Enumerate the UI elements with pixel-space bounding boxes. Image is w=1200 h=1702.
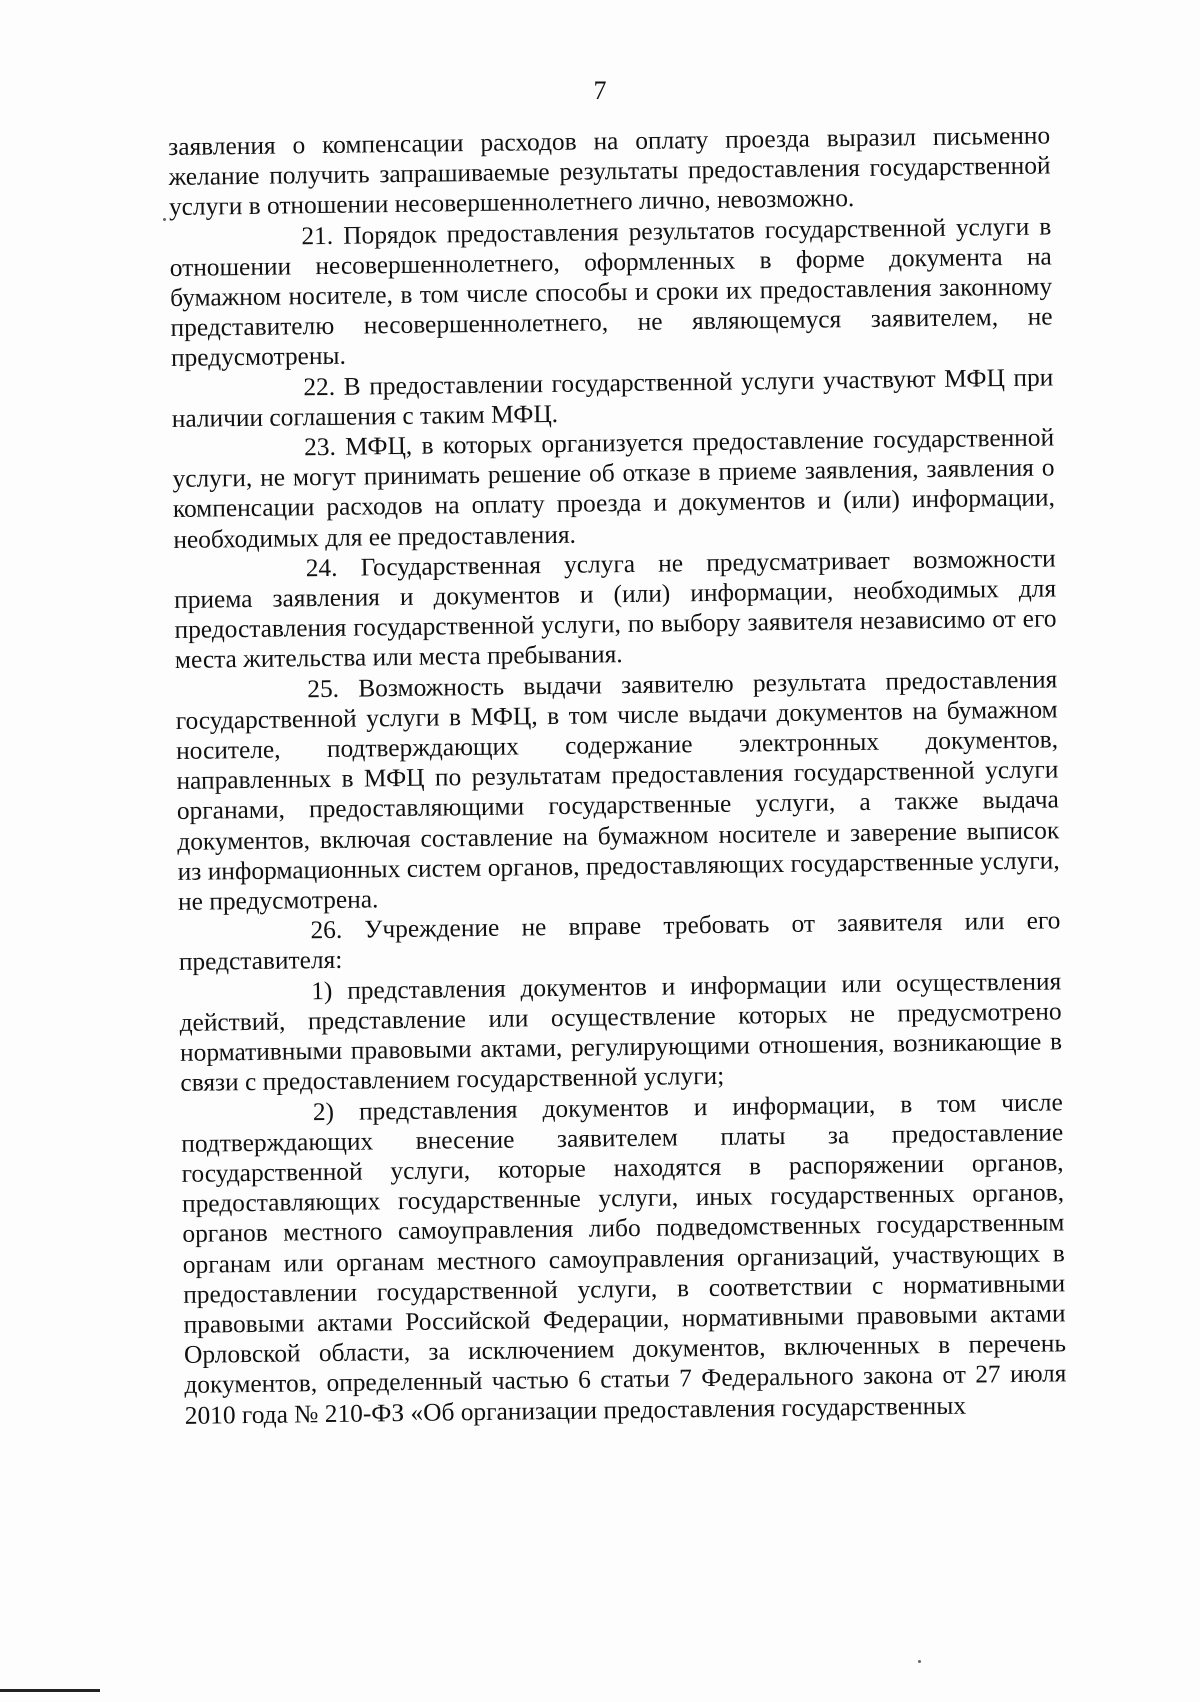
paragraph-number: 23. bbox=[303, 432, 337, 462]
list-item-text: представления документов и информации или осуществления действий, представление или осуществление которых не предусмотрено нормативными правовыми актами, регулирующими отношения, возникающие в связи с предоставлением государственной услуги; bbox=[179, 967, 1063, 1098]
scan-speck bbox=[918, 1660, 921, 1663]
paragraph-text: Возможность выдачи заявителю результата предоставления государственной услуги в МФЦ, в том числе выдачи документов на бумажном носителе, подтверждающих содержание электронных документов, направленных в МФЦ по результатам предоставления государственной услуги органами, предоставляющими государственные услуги, а также выдача документов, включая составление на бумажном носителе и заверение выписок из информационных систем органов, предоставляющих государственные услуги, не предусмотрена. bbox=[175, 665, 1060, 917]
paragraph-text: Порядок предоставления результатов государственной услуги в отношении несовершеннолетнего, оформленных в форме документа на бумажном носителе, в том числе способы и сроки их предоставления законному представителю несовершеннолетнего, не являющемуся заявителем, не предусмотрены. bbox=[169, 212, 1053, 373]
paragraph-21 bbox=[169, 211, 1053, 374]
list-item-text: представления документов и информации, в том числе подтверждающих внесение заявителем платы за предоставление государственной услуги, которые находятся в распоряжении органов, предоставляющих государственные услуги, иных государственных органов, органов местного самоуправления либо подведомственных государственным органам или органам местного самоуправления организаций, участвующих в предоставлении государственной услуги, в соответствии с нормативными правовыми актами Российской Федерации, нормативными правовыми актами Орловской области, за исключением документов, включенных в перечень документов, определенный частью 6 статьи 7 Федерального закона от 27 июля 2010 года № 210-ФЗ «Об организации предоставления государственных bbox=[181, 1087, 1067, 1430]
paragraph-number: 24. bbox=[305, 553, 338, 583]
paragraph-text: заявления о компенсации расходов на оплату проезда выразил письменно желание получить запрашиваемые результаты предоставления государственной услуги в отношении несовершеннолетнего лично, невозможно. bbox=[168, 121, 1051, 222]
paragraph-23 bbox=[172, 422, 1056, 554]
list-item-number: 1) bbox=[311, 976, 333, 1005]
paragraph-number: 25. bbox=[307, 674, 340, 703]
paragraph-text: Государственная услуга не предусматривает возможности приема заявления и документов и (или) информации, необходимых для предоставления государственной услуги, по выбору заявителя независимо от его места жительства или места пребывания. bbox=[173, 544, 1057, 675]
paragraph-number: 22. bbox=[303, 372, 336, 401]
paragraph-text: МФЦ, в которых организуется предоставление государственной услуги, не могут принимать решение об отказе в приеме заявления, заявления о компенсации расходов на оплату проезда и документов и (или) информации, необходимых для ее предоставления. bbox=[172, 423, 1056, 554]
list-item-1 bbox=[179, 966, 1063, 1098]
paragraph-25 bbox=[175, 664, 1060, 917]
paragraph-text: В предоставлении государственной услуги участвуют МФЦ при наличии соглашения с таким МФЦ. bbox=[171, 363, 1054, 433]
page-number: 7 bbox=[593, 76, 607, 105]
list-item-number: 2) bbox=[312, 1097, 335, 1126]
paragraph-number: 26. bbox=[310, 916, 343, 945]
list-item-2 bbox=[181, 1087, 1067, 1431]
scan-speck bbox=[163, 218, 166, 221]
paragraph-continuation bbox=[168, 120, 1051, 222]
scan-edge-line bbox=[0, 1689, 100, 1692]
paragraph-text: Учреждение не вправе требовать от заявителя или его представителя: bbox=[178, 906, 1061, 977]
paragraph-number: 21. bbox=[301, 221, 334, 250]
document-body bbox=[168, 120, 1067, 1430]
paragraph-24 bbox=[174, 543, 1058, 675]
